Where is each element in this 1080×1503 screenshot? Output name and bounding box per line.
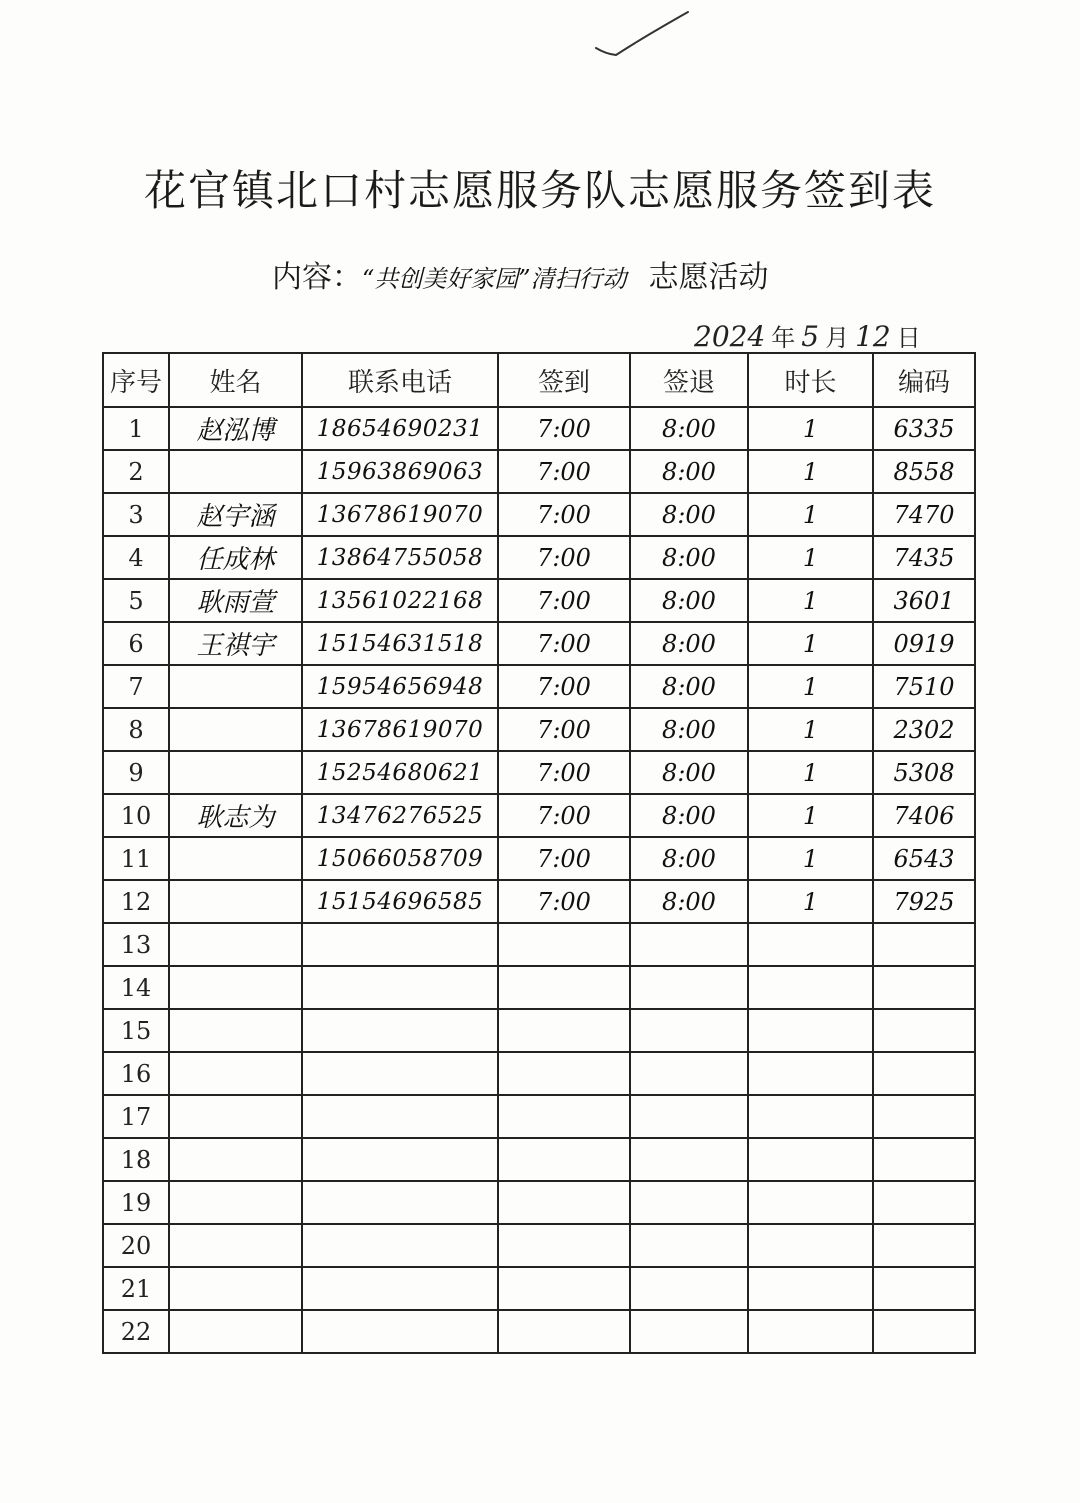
row-name: 赵宇涵 [169, 493, 302, 536]
page-title: 花官镇北口村志愿服务队志愿服务签到表 [143, 166, 936, 215]
row-name: 耿雨萱 [169, 579, 302, 622]
row-sign-out [630, 1138, 748, 1181]
row-index: 2 [103, 450, 169, 493]
table-row [103, 665, 975, 708]
row-index: 3 [103, 493, 169, 536]
row-name [169, 450, 302, 493]
row-phone [302, 1138, 498, 1181]
row-sign-in [498, 1052, 630, 1095]
row-sign-in: 7:00 [498, 536, 630, 579]
row-duration: 1 [748, 407, 873, 450]
row-phone [302, 1009, 498, 1052]
row-sign-out: 8:00 [630, 794, 748, 837]
row-duration: 1 [748, 665, 873, 708]
row-sign-out [630, 1310, 748, 1353]
row-code: 7406 [873, 794, 975, 837]
row-duration: 1 [748, 450, 873, 493]
row-sign-in [498, 1310, 630, 1353]
row-sign-in: 7:00 [498, 880, 630, 923]
row-sign-in [498, 923, 630, 966]
row-index: 12 [103, 880, 169, 923]
row-sign-out: 8:00 [630, 622, 748, 665]
row-sign-out: 8:00 [630, 407, 748, 450]
table-row [103, 794, 975, 837]
sign-date [694, 318, 927, 353]
row-sign-in [498, 1009, 630, 1052]
row-index: 20 [103, 1224, 169, 1267]
table-row [103, 923, 975, 966]
content-label: 内容： [272, 260, 362, 295]
row-index: 8 [103, 708, 169, 751]
row-sign-in [498, 1138, 630, 1181]
row-name [169, 880, 302, 923]
row-index: 19 [103, 1181, 169, 1224]
row-phone [302, 1095, 498, 1138]
row-phone [302, 923, 498, 966]
row-sign-in [498, 1224, 630, 1267]
row-sign-out: 8:00 [630, 579, 748, 622]
sign-in-table [102, 352, 976, 1354]
row-duration [748, 923, 873, 966]
row-sign-in: 7:00 [498, 450, 630, 493]
table-row [103, 837, 975, 880]
row-sign-out: 8:00 [630, 837, 748, 880]
row-duration [748, 1009, 873, 1052]
row-name [169, 1009, 302, 1052]
table-row [103, 1138, 975, 1181]
row-sign-out [630, 1095, 748, 1138]
header-index: 序号 [103, 353, 169, 407]
row-sign-out: 8:00 [630, 751, 748, 794]
row-code: 5308 [873, 751, 975, 794]
date-day: 12 [855, 320, 891, 353]
row-sign-out [630, 1052, 748, 1095]
row-duration [748, 1138, 873, 1181]
table-row [103, 407, 975, 450]
table-row [103, 1009, 975, 1052]
row-duration [748, 1095, 873, 1138]
row-code [873, 1310, 975, 1353]
header-sign-in: 签到 [498, 353, 630, 407]
row-index: 15 [103, 1009, 169, 1052]
row-code [873, 966, 975, 1009]
row-code: 0919 [873, 622, 975, 665]
row-sign-out: 8:00 [630, 493, 748, 536]
row-sign-in: 7:00 [498, 794, 630, 837]
row-index: 11 [103, 837, 169, 880]
row-name [169, 708, 302, 751]
row-phone [302, 1310, 498, 1353]
row-code: 6335 [873, 407, 975, 450]
row-sign-out: 8:00 [630, 536, 748, 579]
row-name [169, 1138, 302, 1181]
row-index: 4 [103, 536, 169, 579]
header-phone: 联系电话 [302, 353, 498, 407]
row-phone: 13476276525 [302, 794, 498, 837]
header-sign-out: 签退 [630, 353, 748, 407]
row-name [169, 1181, 302, 1224]
table-row [103, 450, 975, 493]
row-duration: 1 [748, 622, 873, 665]
row-sign-out: 8:00 [630, 880, 748, 923]
content-suffix: 志愿活动 [648, 260, 769, 295]
row-index: 5 [103, 579, 169, 622]
row-name: 王祺宇 [169, 622, 302, 665]
header-name: 姓名 [169, 353, 302, 407]
row-phone [302, 1224, 498, 1267]
row-duration: 1 [748, 579, 873, 622]
row-duration: 1 [748, 536, 873, 579]
row-name [169, 665, 302, 708]
row-sign-out: 8:00 [630, 708, 748, 751]
row-index: 17 [103, 1095, 169, 1138]
row-name: 任成林 [169, 536, 302, 579]
row-sign-in: 7:00 [498, 579, 630, 622]
row-code: 7435 [873, 536, 975, 579]
row-sign-out [630, 1267, 748, 1310]
row-code: 3601 [873, 579, 975, 622]
row-duration [748, 1052, 873, 1095]
row-name [169, 1310, 302, 1353]
row-name [169, 1095, 302, 1138]
row-phone [302, 1181, 498, 1224]
table-row [103, 493, 975, 536]
row-code [873, 1138, 975, 1181]
table-row [103, 536, 975, 579]
row-sign-out [630, 966, 748, 1009]
row-name [169, 837, 302, 880]
row-sign-out: 8:00 [630, 665, 748, 708]
row-index: 22 [103, 1310, 169, 1353]
row-code: 7510 [873, 665, 975, 708]
row-duration [748, 1224, 873, 1267]
row-index: 1 [103, 407, 169, 450]
row-sign-in: 7:00 [498, 407, 630, 450]
row-sign-in: 7:00 [498, 665, 630, 708]
table-row [103, 966, 975, 1009]
row-duration [748, 966, 873, 1009]
row-code: 2302 [873, 708, 975, 751]
row-code [873, 923, 975, 966]
row-duration [748, 1181, 873, 1224]
row-duration: 1 [748, 837, 873, 880]
row-sign-in [498, 1095, 630, 1138]
row-index: 9 [103, 751, 169, 794]
table-row [103, 579, 975, 622]
row-duration [748, 1267, 873, 1310]
row-index: 21 [103, 1267, 169, 1310]
table-row [103, 1224, 975, 1267]
row-code [873, 1267, 975, 1310]
row-sign-out [630, 1181, 748, 1224]
check-mark-icon [592, 8, 702, 58]
row-phone: 15963869063 [302, 450, 498, 493]
row-sign-in [498, 1267, 630, 1310]
row-phone [302, 966, 498, 1009]
row-name: 耿志为 [169, 794, 302, 837]
table-row [103, 880, 975, 923]
row-sign-out [630, 923, 748, 966]
header-code: 编码 [873, 353, 975, 407]
date-year-unit: 年 [771, 324, 796, 352]
table-row [103, 1052, 975, 1095]
row-index: 10 [103, 794, 169, 837]
row-name [169, 751, 302, 794]
row-code: 7470 [873, 493, 975, 536]
table-row [103, 708, 975, 751]
row-code: 6543 [873, 837, 975, 880]
row-phone: 13561022168 [302, 579, 498, 622]
date-year: 2024 [694, 320, 766, 353]
table-row [103, 751, 975, 794]
row-index: 18 [103, 1138, 169, 1181]
date-day-unit: 日 [896, 324, 921, 352]
row-phone: 15954656948 [302, 665, 498, 708]
table-row [103, 1267, 975, 1310]
table-header-row [103, 353, 975, 407]
row-sign-out [630, 1224, 748, 1267]
row-duration [748, 1310, 873, 1353]
row-code [873, 1052, 975, 1095]
row-code [873, 1009, 975, 1052]
row-phone: 13678619070 [302, 493, 498, 536]
header-duration: 时长 [748, 353, 873, 407]
table-row [103, 1310, 975, 1353]
row-sign-in [498, 966, 630, 1009]
row-phone [302, 1052, 498, 1095]
row-index: 6 [103, 622, 169, 665]
row-duration: 1 [748, 794, 873, 837]
row-name [169, 966, 302, 1009]
row-phone: 18654690231 [302, 407, 498, 450]
row-duration: 1 [748, 880, 873, 923]
row-phone: 15154631518 [302, 622, 498, 665]
row-index: 14 [103, 966, 169, 1009]
row-phone: 13864755058 [302, 536, 498, 579]
row-sign-in: 7:00 [498, 751, 630, 794]
row-code [873, 1224, 975, 1267]
row-phone [302, 1267, 498, 1310]
row-sign-in [498, 1181, 630, 1224]
table-row [103, 1095, 975, 1138]
row-sign-out: 8:00 [630, 450, 748, 493]
table-row [103, 1181, 975, 1224]
row-sign-in: 7:00 [498, 708, 630, 751]
content-handwritten: “共创美好家园”清扫行动 [362, 265, 627, 293]
row-phone: 13678619070 [302, 708, 498, 751]
row-index: 7 [103, 665, 169, 708]
row-sign-in: 7:00 [498, 493, 630, 536]
row-sign-in: 7:00 [498, 837, 630, 880]
row-sign-in: 7:00 [498, 622, 630, 665]
row-code [873, 1095, 975, 1138]
row-index: 16 [103, 1052, 169, 1095]
date-month: 5 [801, 320, 820, 353]
row-index: 13 [103, 923, 169, 966]
row-name [169, 1267, 302, 1310]
activity-content [272, 252, 769, 296]
row-code: 7925 [873, 880, 975, 923]
row-name: 赵泓博 [169, 407, 302, 450]
row-name [169, 1052, 302, 1095]
row-phone: 15154696585 [302, 880, 498, 923]
table-row [103, 622, 975, 665]
row-name [169, 1224, 302, 1267]
row-duration: 1 [748, 493, 873, 536]
row-duration: 1 [748, 751, 873, 794]
row-phone: 15066058709 [302, 837, 498, 880]
row-sign-out [630, 1009, 748, 1052]
row-phone: 15254680621 [302, 751, 498, 794]
row-code: 8558 [873, 450, 975, 493]
row-duration: 1 [748, 708, 873, 751]
row-name [169, 923, 302, 966]
date-month-unit: 月 [825, 324, 850, 352]
row-code [873, 1181, 975, 1224]
